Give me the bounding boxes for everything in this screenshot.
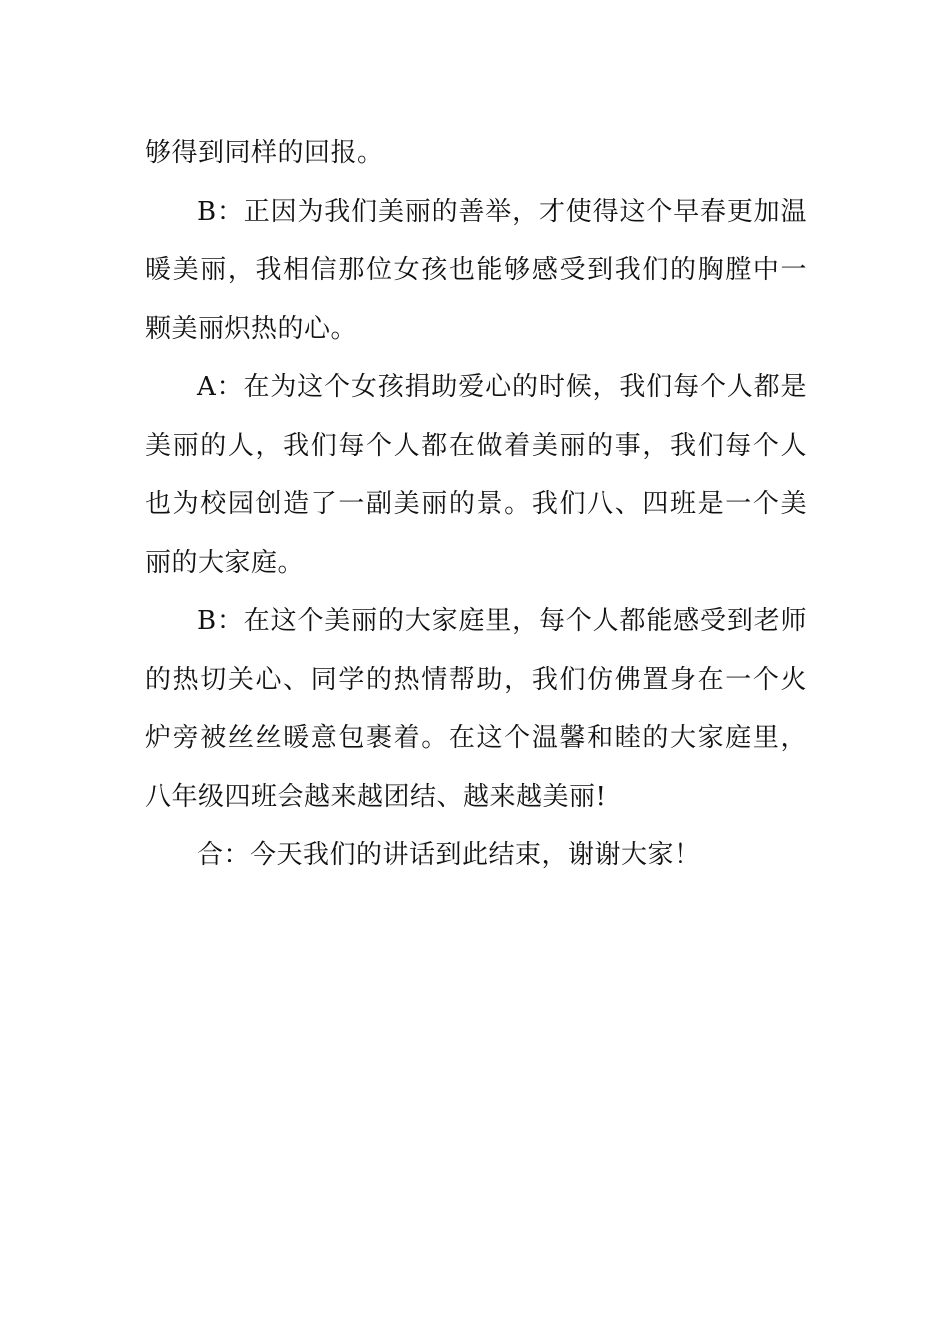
- paragraph-closing: 合：今天我们的讲话到此结束，谢谢大家！: [197, 840, 701, 870]
- paragraph-speaker-b-2: B：在这个美丽的大家庭里，每个人都能感受到老师的热切关心、同学的热情帮助，我们仿佛置身在一个火炉旁被丝丝暖意包裹着。在这个温馨和睦的大家庭里，八年级四班会越来越团结、越来越美丽!: [145, 606, 807, 812]
- paragraph-continuation: 够得到同样的回报。: [145, 138, 384, 168]
- document-body: [145, 124, 807, 885]
- paragraph-speaker-b-1: B：正因为我们美丽的善举，才使得这个早春更加温暖美丽，我相信那位女孩也能够感受到我们的胸膛中一颗美丽炽热的心。: [145, 196, 807, 344]
- paragraph-speaker-a: A：在为这个女孩捐助爱心的时候，我们每个人都是美丽的人，我们每个人都在做着美丽的事，我们每个人也为校园创造了一副美丽的景。我们八、四班是一个美丽的大家庭。: [145, 372, 807, 578]
